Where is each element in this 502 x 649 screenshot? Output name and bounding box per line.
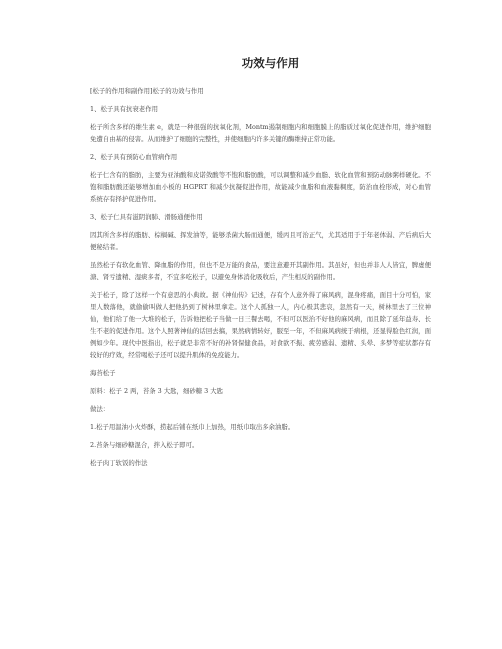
recipe-method-label: 做法：: [90, 405, 110, 413]
recipe-step-2: 2.苔条与细砂糖混合，拌入松子即可。: [90, 441, 199, 449]
recipe-step-1: 1.松子用温油小火炸酥，捞起后铺在纸巾上加热，用纸巾取出多余油脂。: [90, 423, 295, 431]
recipe-title: 海苔松子: [90, 369, 116, 377]
paragraph-cardiovascular: 松子仁含有的脂肪，主要为亚油酸和皮诺敛酸等不饱和脂肪酸，可以调整和减少血脂、软化血管和预防动脉粥样硬化。不饱和脂肪酸还能够增加血小板的 HGPRT 和减少抗凝促进作用，故能减少血脂和血液黏稠度，防治血栓形成，对心血管系统存有择护促进作用。: [90, 171, 431, 203]
recipe-ingredients: 原料：松子 2 两，苔条 3 大匙，细砂糖 3 大匙: [90, 387, 224, 395]
paragraph-legend: 关于松子，除了这样一个有意思的小典故。据《神仙传》记述，存有个人意外得了麻风病，混身疼痛，面目十分可怕，家里人数落他，就偷偷叫做人把他扔到了树林里拿走。这个人孤独一人，内心极其悲哀，忽然有一天，树林里去了三位神仙，他们给了他一大堆的松子，告诉他把松子当做一日三餐去喝，不但可以医治不好他的麻风病，而且除了延年益寿、长生不老的促进作用。这个人照著神仙的话回去搞，果然病情转好，服至一年，不但麻风病统于病根，还显得脸色红润，面例如少年。现代中医指出，松子就是非常不好的补肾保健食品，对食欲不振、疲劳感弱、遗精、头晕、多梦等症状都存有较好的疗效，经常喝松子还可以提升肌体的免疫能力。: [90, 291, 431, 359]
paragraph-side-effects: 虽然松子有软化血管、降血脂的作用，但也不是万能的食品，要注意避开其副作用。其虽好，但也并非人人皆宜，脾虚便溏、肾亏遗精、湿痰多者，不宜多吃松子，以避免身体消化吸收后，产生相反的副作用。: [90, 261, 431, 281]
paragraph-lung-bowel: 因其所含多样的脂肪、棕榈碱、挥发油等，能够杀菌大肠而通便，缓丙且可治正气，尤其适用于于年老体弱、产后病后大便秘结者。: [90, 231, 431, 251]
paragraph-anti-aging: 松子所含多样的维生素 e，就是一种很强的抗氧化剂，Montm遏制细胞内和细胞膜上的脂质过氧化促进作用，维护细胞免遭自由基的侵害。从而维护了细胞的完整性，并使细胞内许多关键的酶维持正常功能。: [90, 123, 431, 143]
intro-line: [松子的作用和副作用]松子的功效与作用: [90, 87, 204, 95]
section-heading-anti-aging: 1、松子具有抗衰老作用: [90, 105, 158, 113]
next-recipe-title: 松子肉丁软饭的作法: [90, 459, 148, 467]
page-title: 功效与作用: [241, 56, 300, 70]
section-heading-cardiovascular: 2、松子具有预防心血管病作用: [90, 153, 178, 161]
section-heading-lung-bowel: 3、松子仁具有滋阴润肺、滑肠通便作用: [90, 213, 203, 221]
